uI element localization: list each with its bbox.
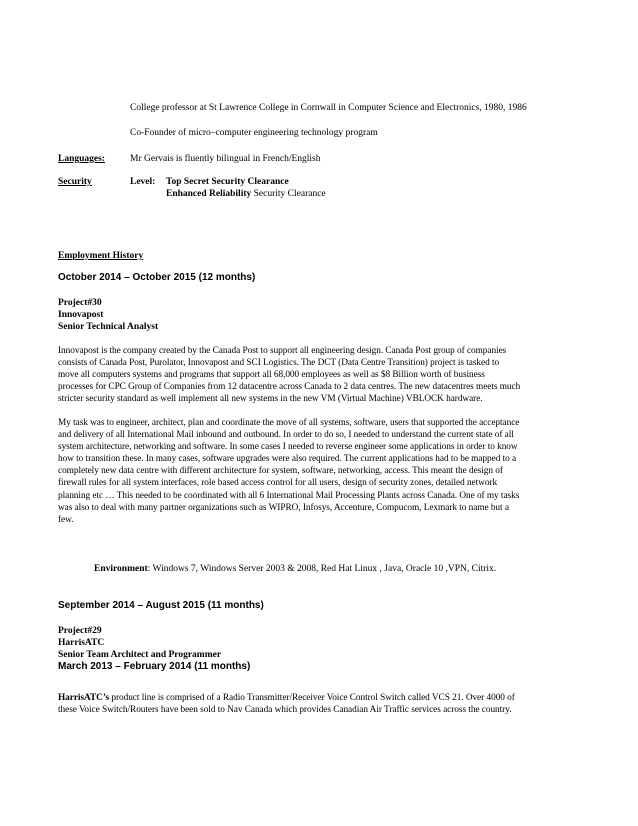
paragraph-line: was also to deal with many partner organizations such as WIPRO, Infosys, Accenture, Compucom, Lexmark to name but a <box>58 502 509 513</box>
paragraph-line-rest: product line is comprised of a Radio Transmitter/Receiver Voice Control Switch called VCS 21. Over 4000 of <box>109 693 515 703</box>
paragraph-line: these Voice Switch/Routers have been sold to Nav Canada which provides Canadian Air Traffic services across the country. <box>58 705 512 716</box>
cofounder-line: Co-Founder of micro–computer engineering technology program <box>130 128 378 138</box>
job1-role: Senior Technical Analyst <box>58 322 159 332</box>
environment-label: Environment <box>94 564 148 574</box>
job2-project: Project#29 <box>58 626 102 636</box>
job1-project: Project#30 <box>58 298 102 308</box>
paragraph-line: My task was to engineer, architect, plan and coordinate the move of all systems, software, users that supported the acceptance <box>58 418 520 428</box>
job1-task-paragraph <box>58 417 519 526</box>
paragraph-line: firewall rules for all system interfaces, role based access control for all users, design of security zones, detailed network <box>58 478 498 489</box>
job2-dates-secondary: March 2013 – February 2014 (11 months) <box>58 661 251 672</box>
job2-company: HarrisATC <box>58 638 105 648</box>
paragraph-line: processes for CPC Group of Companies from 12 datacentre across Canada to 2 data centres. The new datacentres meets much <box>58 382 521 393</box>
teaching-line: College professor at St Lawrence College in Cornwall in Computer Science and Electronics, 1980, 1986 <box>130 103 527 113</box>
paragraph-line: completely new data centre with different architecture for system, software, networking, access. This meant the design of <box>58 466 503 477</box>
security-clearance-text: Security Clearance <box>251 189 326 199</box>
languages-label: Languages: <box>58 154 105 164</box>
paragraph-line: system architecture, networking and software. In some cases I needed to reverse engineer some applications in order to know <box>58 442 518 453</box>
paragraph-line: and delivery of all International Mail inbound and outbound. In order to do so, I needed to understand the current state of all <box>58 430 514 441</box>
paragraph-line: move all computers systems and programs that support all 68,000 employees as well as $8 Billion worth of business <box>58 370 485 381</box>
environment-value: : Windows 7, Windows Server 2003 & 2008, Red Hat Linux , Java, Oracle 10 ,VPN, Citrix. <box>147 564 497 574</box>
paragraph-line: Innovapost is the company created by the Canada Post to support all engineering design. Canada Post group of companies <box>58 346 507 356</box>
security-level-top-secret: Top Secret Security Clearance <box>166 177 289 187</box>
paragraph-line: planning etc … This needed to be coordinated with all 6 International Mail Processing Plants across Canada. One of my tasks <box>58 490 520 501</box>
job2-dates: September 2014 – August 2015 (11 months) <box>58 600 264 611</box>
paragraph-line: how to transition these. In many cases, software upgrades were also required. The current applications had to be mapped to a <box>58 454 517 465</box>
job2-description-paragraph <box>58 692 515 716</box>
harrisatc-bold: HarrisATC’s <box>58 693 110 703</box>
paragraph-line: stricter security standard as well implement all new systems in the new VM (Virtual Machine) VBLOCK hardware. <box>58 394 483 405</box>
enhanced-reliability-text: Enhanced Reliability <box>166 189 252 199</box>
job1-dates: October 2014 – October 2015 (12 months) <box>58 272 256 283</box>
paragraph-line <box>58 692 515 704</box>
security-level-enhanced <box>166 188 326 200</box>
job1-environment <box>94 563 496 575</box>
paragraph-line: consists of Canada Post, Purolator, Innovapost and SCI Logistics. The DCT (Data Centre Transition) project is tasked to <box>58 358 500 369</box>
employment-history-heading: Employment History <box>58 251 144 261</box>
paragraph-line: few. <box>58 514 74 525</box>
job2-role: Senior Team Architect and Programmer <box>58 650 222 660</box>
security-label: Security <box>58 177 92 187</box>
languages-value: Mr Gervais is fluently bilingual in French/English <box>130 154 321 164</box>
job1-description-paragraph <box>58 345 520 405</box>
job1-company: Innovapost <box>58 310 104 320</box>
security-level-label: Level: <box>130 177 156 187</box>
